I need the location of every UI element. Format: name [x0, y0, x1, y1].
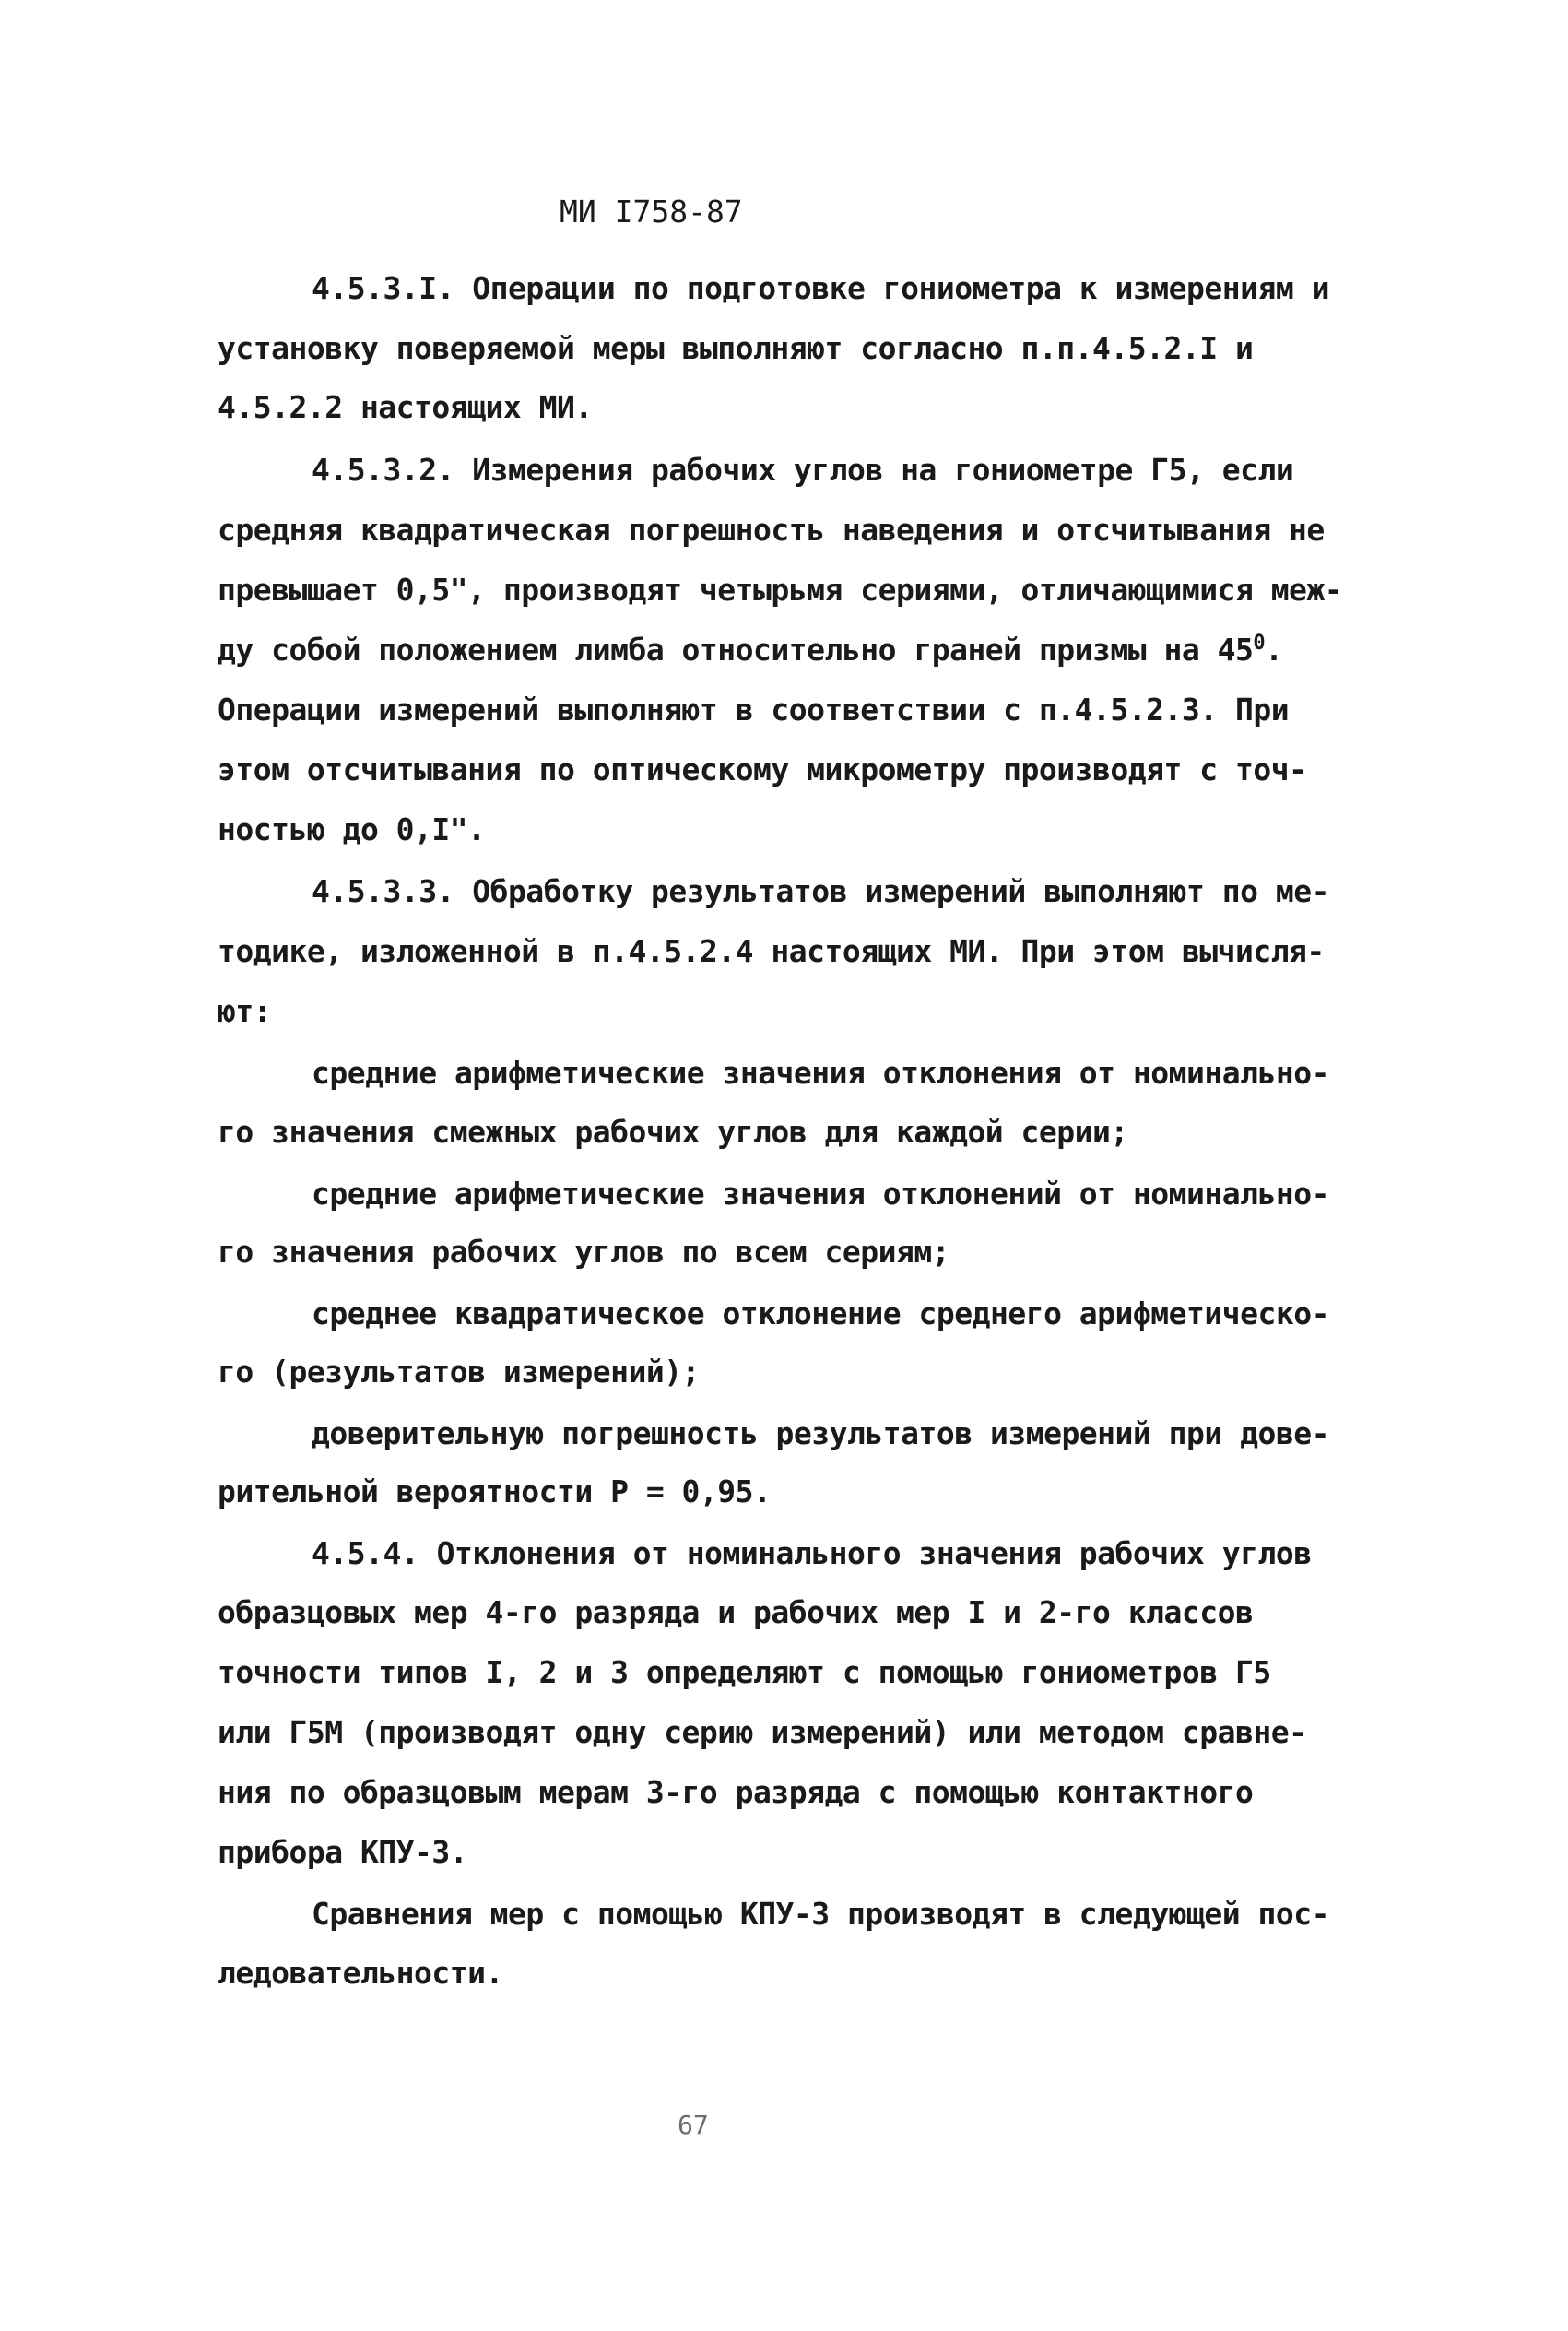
- list-item-line: доверительную погрешность результатов измерений при дове-: [312, 1415, 1329, 1451]
- paragraph-line: 4.5.2.2 настоящих МИ.: [218, 389, 593, 425]
- list-item-line: рительной вероятности Р = 0,95.: [218, 1473, 772, 1509]
- paragraph-line: 4.5.3.2. Измерения рабочих углов на гониометре Г5, если: [312, 452, 1294, 488]
- paragraph-line: ния по образцовым мерам 3-го разряда с помощью контактного: [218, 1774, 1254, 1810]
- paragraph-line: установку поверяемой меры выполняют согласно п.п.4.5.2.I и: [218, 330, 1254, 366]
- paragraph-line: 4.5.4. Отклонения от номинального значения рабочих углов: [312, 1535, 1312, 1571]
- list-item-line: го значения рабочих углов по всем сериям;: [218, 1234, 950, 1270]
- paragraph-line: Операции измерений выполняют в соответствии с п.4.5.2.3. При: [218, 692, 1290, 728]
- paragraph-line: этом отсчитывания по оптическому микрометру производят с точ-: [218, 751, 1307, 787]
- paragraph-line: ностью до 0,I".: [218, 811, 486, 847]
- paragraph-line: или Г5М (производят одну серию измерений) или методом сравне-: [218, 1714, 1307, 1750]
- paragraph-line-with-degree: [218, 632, 1282, 668]
- degree-superscript: 0: [1253, 632, 1266, 655]
- paragraph-line: образцовых мер 4-го разряда и рабочих мер I и 2-го классов: [218, 1594, 1254, 1630]
- list-item-line: го (результатов измерений);: [218, 1354, 700, 1390]
- paragraph-line: превышает 0,5", производят четырьмя сериями, отличающимися меж-: [218, 572, 1343, 608]
- paragraph-line: точности типов I, 2 и 3 определяют с помощью гониометров Г5: [218, 1654, 1271, 1690]
- paragraph-line: ют:: [218, 993, 272, 1029]
- paragraph-line-text: ду собой положением лимба относительно граней призмы на 45: [218, 632, 1254, 668]
- document-code-header: МИ I758-87: [560, 194, 743, 230]
- line-end-period: .: [1265, 632, 1283, 668]
- list-item-line: го значения смежных рабочих углов для каждой серии;: [218, 1114, 1128, 1150]
- paragraph-line: 4.5.3.I. Операции по подготовке гониометра к измерениям и: [312, 270, 1329, 306]
- page-number: 67: [678, 2110, 709, 2140]
- paragraph-line: ледовательности.: [218, 1955, 503, 1991]
- paragraph-line: 4.5.3.3. Обработку результатов измерений выполняют по ме-: [312, 873, 1329, 909]
- list-item-line: средние арифметические значения отклонений от номинально-: [312, 1176, 1329, 1212]
- paragraph-line: тодике, изложенной в п.4.5.2.4 настоящих МИ. При этом вычисля-: [218, 933, 1325, 969]
- paragraph-line: прибора КПУ-3.: [218, 1834, 468, 1870]
- paragraph-line: Сравнения мер с помощью КПУ-3 производят в следующей пос-: [312, 1896, 1329, 1932]
- list-item-line: среднее квадратическое отклонение среднего арифметическо-: [312, 1296, 1329, 1331]
- list-item-line: средние арифметические значения отклонения от номинально-: [312, 1055, 1329, 1091]
- paragraph-line: средняя квадратическая погрешность наведения и отсчитывания не: [218, 512, 1325, 548]
